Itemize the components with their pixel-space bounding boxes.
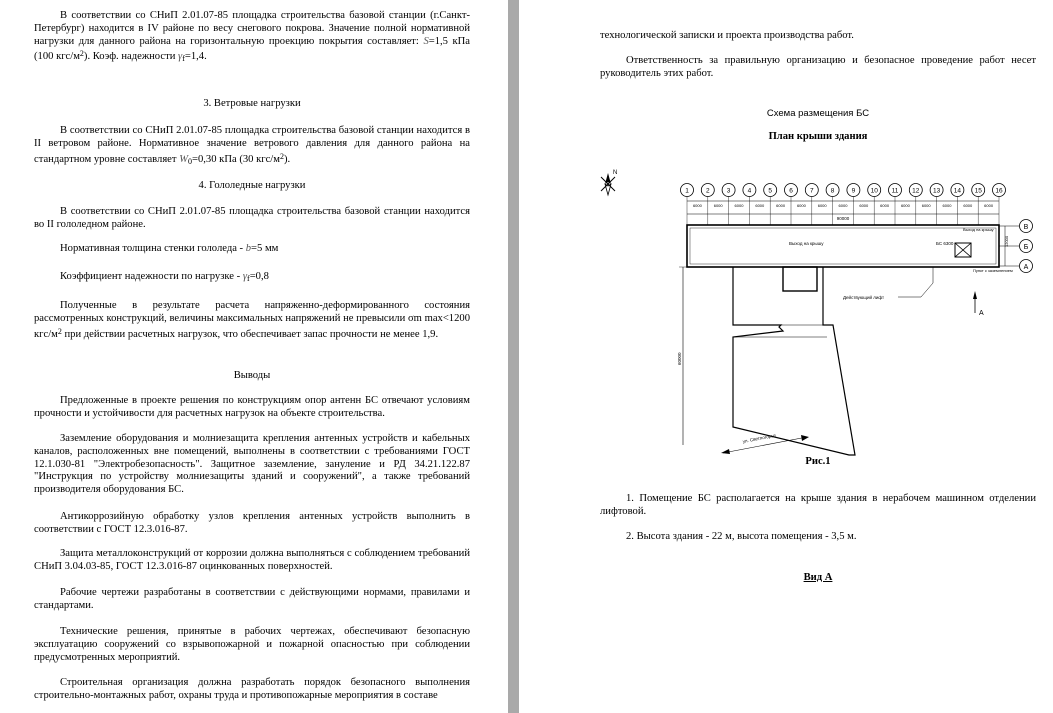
note-1: 1. Помещение БС располагается на крыше здания в нерабочем машинном отделении лифтовой. (600, 493, 1036, 517)
row-marker-v (1020, 220, 1033, 233)
snow-load-paragraph: В соответствии со СНиП 2.01.07-85 площадка строительства базовой станции (г.Санкт-Петербург) находится в IV районе по весу снегового покрова. Значение полной нормативной нагрузки для данного района на горизонтальную проекцию покрытия составляет: S=1,5 кПа (100 кгс/$м^2$). Коэф. надежности $\gamma_f=1,4$. (34, 10, 471, 64)
conclusion-paragraph-5: Рабочие чертежи разработаны в соответствии с действующими нормами, правилами и стандартами. (34, 587, 470, 611)
svg-text:8: 8 (830, 187, 835, 195)
lift-label: Действующий лифт (843, 295, 885, 300)
svg-text:6: 6 (789, 187, 793, 195)
figure-caption: Рис.1 (805, 456, 831, 467)
svg-text:9: 9 (851, 187, 856, 195)
conclusion-paragraph-1: Предложенные в проекте решения по конструкциям опор антенн БС отвечают условиям прочности и устойчивости для расчетных нагрузок на объекте строительства. (34, 395, 470, 419)
svg-text:15: 15 (974, 187, 982, 195)
total-dimension: 90000 (836, 216, 850, 221)
svg-text:4: 4 (747, 187, 752, 195)
ice-load-paragraph: В соответствии со СНиП 2.01.07-85 площадка строительства базовой станции находится во II гололедном районе. (34, 206, 470, 230)
axis-marker-2 (701, 184, 714, 226)
axis-marker-10 (868, 184, 881, 226)
exit-label: Выход на крышу (789, 241, 824, 246)
continuation-paragraph: технологической записки и проекта производства работ. (600, 30, 854, 41)
span-dimension-label: 6000 (984, 203, 994, 208)
span-dimension-label: 6000 (817, 203, 827, 208)
svg-text:1: 1 (685, 187, 689, 195)
conclusion-paragraph-7: Строительная организация должна разработать порядок безопасного выполнения строительно-монтажных работ, охраны труда и противопожарные мероприятия в составе (34, 677, 470, 701)
document-page-left (0, 0, 508, 713)
axis-marker-16 (993, 184, 1006, 226)
section-heading-wind: 3. Ветровые нагрузки (203, 98, 301, 109)
view-arrow-label: А (979, 310, 984, 317)
north-arrow-icon (601, 170, 617, 195)
svg-text:7: 7 (809, 187, 814, 195)
svg-text:12: 12 (912, 187, 920, 195)
svg-text:2: 2 (705, 187, 710, 195)
axis-marker-12 (909, 184, 922, 226)
svg-text:В: В (1023, 224, 1029, 231)
stress-result-paragraph: Полученные в результате расчета напряженно-деформированного состояния рассмотренных конструкций, величины максимальных напряжений не превысили σm max<1200 кгс/$м^2$ при действии расчетных нагрузок, что обеспечивает запас прочности не менее 1,9. (34, 300, 470, 340)
ground-label: Пункт с заземлением (973, 268, 1013, 273)
note-2: 2. Высота здания - 22 м, высота помещения - 3,5 м. (626, 531, 857, 542)
row-marker-b (1020, 240, 1033, 253)
ice-thickness-paragraph: Нормативная толщина стенки гололеда - b=5 мм (60, 243, 279, 254)
span-dimension-label: 6000 (880, 203, 890, 208)
svg-text:14: 14 (953, 187, 962, 195)
span-dimension-label: 6000 (900, 203, 910, 208)
schema-title: Схема размещения БС (766, 108, 870, 119)
wind-load-paragraph: В соответствии со СНиП 2.01.07-85 площадка строительства базовой станции находится в II ветровом районе. Нормативное значение ветрового давления для данного района на стандартном уровне составляет $W_0=0,30$ кПа (30 кгс/$м^2$). (34, 125, 470, 166)
svg-text:12000: 12000 (1004, 235, 1009, 247)
responsibility-paragraph: Ответственность за правильную организацию и безопасное проведение работ несет руководитель этих работ. (600, 55, 1036, 79)
axis-marker-1 (681, 184, 694, 226)
axis-marker-11 (889, 184, 902, 226)
row-marker-a (1020, 260, 1033, 273)
span-dimension-label: 6000 (776, 203, 786, 208)
north-label: N (613, 170, 618, 176)
svg-text:А: А (1023, 264, 1029, 271)
span-dimension-label: 6000 (942, 203, 952, 208)
svg-text:11: 11 (891, 187, 899, 195)
span-dimension-label: 6000 (755, 203, 765, 208)
conclusion-paragraph-2: Заземление оборудования и молниезащита крепления антенных устройств и кабельных каналов, расположенных вне помещений, выполнены в соответствии с требованиями ГОСТ 12.1.030-81 "Электробезопасность". Защитное заземление, зануление и РД 34.21.122.87 "Инструкция по устройству молниезащиты зданий и сооружений", а также требований производителя оборудования БС. (34, 433, 470, 496)
axis-marker-4 (743, 184, 756, 226)
section-heading-conclusions: Выводы (233, 370, 271, 381)
span-dimensions (693, 203, 994, 208)
svg-text:13: 13 (932, 187, 941, 195)
roof-plan-drawing (593, 165, 1053, 465)
span-dimension-label: 6000 (921, 203, 931, 208)
axis-marker-15 (972, 184, 985, 226)
axis-marker-13 (930, 184, 943, 226)
conclusion-paragraph-3: Антикоррозийную обработку узлов крепления антенных устройств выполнить в соответствии с ГОСТ 12.3.016-87. (34, 511, 470, 535)
span-dimension-label: 6000 (692, 203, 702, 208)
conclusion-paragraph-6: Технические решения, принятые в рабочих чертежах, обеспечивают безопасную эксплуатацию сооружений со взрывопожарной и пожарной опасностью при соблюдении предусмотренных мероприятий. (34, 626, 470, 663)
reliability-factor-paragraph: Коэффициент надежности по нагрузке - $\gamma_f=0,8$ (60, 271, 269, 283)
roof-outline (687, 225, 999, 267)
span-dimension-label: 6000 (963, 203, 973, 208)
span-dimension-label: 6000 (734, 203, 744, 208)
svg-text:Б: Б (1023, 244, 1029, 251)
span-dimension-label: 6000 (859, 203, 869, 208)
span-dimension-label: 6000 (713, 203, 723, 208)
svg-text:5: 5 (768, 187, 773, 195)
span-dimension-label: 6000 (796, 203, 806, 208)
conclusion-paragraph-4: Защита металлоконструкций от коррозии должна выполняться с соблюдением требований СНиП 3.04.03-85, ГОСТ 12.3.016-87 оцинкованных поверхностей. (34, 548, 470, 572)
section-heading-ice: 4. Гололедные нагрузки (198, 180, 306, 191)
street-label: ул. Светлогорье (742, 432, 777, 444)
axis-marker-3 (722, 184, 735, 226)
axis-marker-5 (764, 184, 777, 226)
svg-text:10: 10 (870, 187, 878, 195)
axis-marker-7 (805, 184, 818, 226)
view-a-heading: Вид А (803, 572, 833, 583)
lower-wing-outline (733, 267, 855, 455)
span-dimension-label: 6000 (838, 203, 848, 208)
top-exit-label: Выход на крышу (963, 227, 994, 232)
axis-marker-6 (785, 184, 798, 226)
svg-text:3: 3 (726, 187, 731, 195)
document-page-right (519, 0, 1053, 713)
plan-title: План крыши здания (768, 131, 868, 142)
left-dimension: 60000 (677, 352, 682, 365)
axis-marker-14 (951, 184, 964, 226)
bs-label: БС 6300 (936, 241, 954, 246)
svg-text:16: 16 (995, 187, 1003, 195)
